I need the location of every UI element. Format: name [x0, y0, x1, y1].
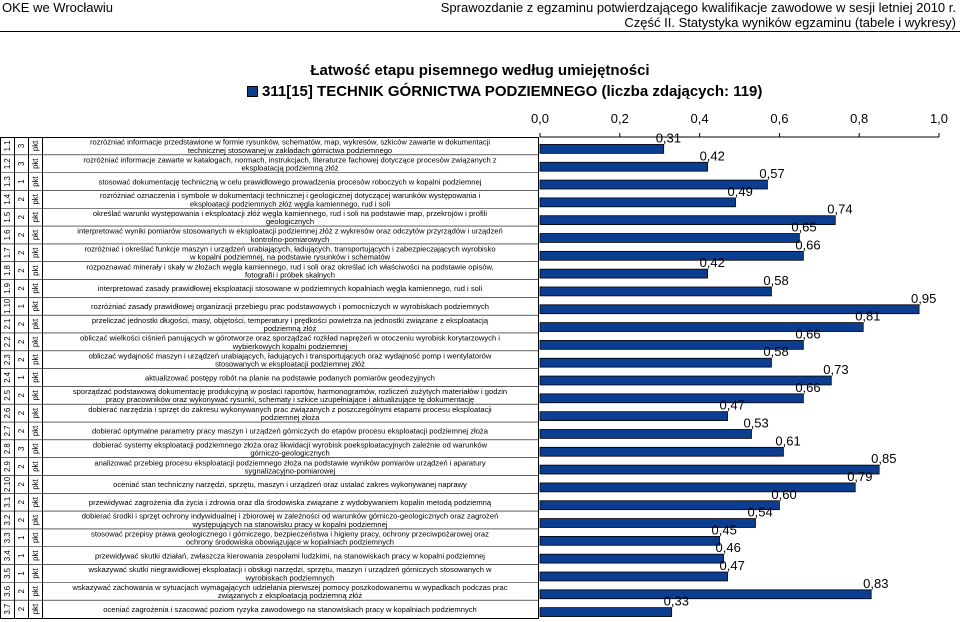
row-code: 1.3	[3, 176, 12, 187]
data-label: 0,66	[795, 379, 821, 395]
row-points: 1	[17, 535, 26, 541]
row-code: 2.7	[3, 425, 12, 437]
row-points: 1	[17, 304, 26, 309]
data-label: 0,49	[727, 183, 753, 199]
data-label: 0,79	[847, 468, 873, 484]
data-label: 0,95	[911, 290, 937, 306]
row-description: fotografii i próbek skalnych	[245, 270, 335, 280]
row-description: przewidywać zagrożenia dla życia i zdrowia oraz dla środowiska związane z wydobywaniem kopalin metodą podziemną	[88, 498, 492, 508]
row-description: obliczać wydajność maszyn i urządzeń urabiających, ładujących i transportujących oraz wydajność pomp i wentylatorów	[88, 351, 492, 361]
bar	[540, 465, 879, 474]
row-description: rozróżniać informacje zawarte w katalogach, normach, instrukcjach, literaturze fachowej dotyczące procesów związanych z	[83, 155, 497, 165]
data-label: 0,65	[791, 219, 817, 235]
bar	[540, 429, 751, 438]
row-points: 2	[17, 606, 26, 612]
row-code: 2.6	[3, 407, 12, 419]
row-description: występujących na stanowisku pracy w kopalni podziemnej	[192, 519, 388, 529]
row-description: podziemną złóż	[263, 323, 317, 333]
row-unit: pkt	[31, 603, 40, 615]
row-code: 3.3	[3, 532, 12, 544]
row-code: 3.4	[3, 550, 12, 562]
row-points: 3	[17, 143, 26, 149]
bar	[540, 554, 724, 563]
row-description: pracy pracowników oraz wykonywać rysunki, schematy i szkice uzupełniające i aktualizujące tę dokumentację	[105, 395, 475, 405]
row-description: dobierać środki i sprzęt ochrony indywidualnej i zbiorowej w zależności od warunków górniczo-geologicznych oraz zagrożeń	[81, 511, 499, 521]
row-unit: pkt	[31, 158, 40, 169]
row-points: 2	[17, 464, 26, 469]
header-left-title: OKE we Wrocławiu	[2, 0, 114, 15]
bar	[540, 162, 708, 171]
row-points: 2	[17, 321, 26, 327]
row-points: 2	[17, 482, 26, 487]
row-description: dobierać optymalne parametry pracy maszyn i urządzeń górniczych do etapów procesu eksploatacji podziemnej złoża	[92, 426, 488, 436]
row-unit: pkt	[31, 318, 40, 330]
row-points: 2	[17, 428, 26, 434]
row-description: wskazywać skutki niegrawidłowej eksploatacji i obsługi narzędzi, sprzętu, maszyn i urządzeń górniczych stosowanych w	[88, 565, 492, 575]
data-label: 0,47	[719, 397, 745, 413]
row-code: 2.9	[3, 461, 12, 472]
row-points: 3	[17, 446, 26, 451]
row-description: podziemnej złoża	[260, 413, 320, 423]
row-points: 1	[17, 571, 26, 576]
row-description: interpretować wyniki pomiarów stosowanych w eksploatacji podziemnej złóż z wykresów oraz odczytów przyrządów i urządzeń	[77, 226, 503, 236]
header-report-title: Sprawozdanie z egzaminu potwierdzającego kwalifikacje zawodowe w sesji letniej 2010 r.	[440, 0, 956, 15]
bar	[540, 447, 783, 456]
data-label: 0,85	[871, 451, 897, 467]
row-unit: pkt	[31, 390, 40, 401]
bar	[540, 394, 803, 403]
row-unit: pkt	[31, 372, 40, 383]
row-description: dobierać narzędzia i sprzęt do zakresu wykonywanych prac związanych z poszczególnymi etapami procesu eksploatacji	[88, 404, 492, 414]
data-label: 0,42	[699, 255, 725, 271]
row-code: 2.2	[3, 336, 12, 348]
row-points: 2	[17, 500, 26, 505]
row-points: 1	[17, 375, 26, 380]
row-description: sygnalizacyjno-pomiarowej	[244, 466, 336, 476]
row-description: stosowanych w eksploatacji podziemnej złóż	[215, 359, 365, 369]
x-tick-label: 0,4	[690, 111, 709, 126]
bar	[540, 234, 799, 243]
row-description: obliczać wielkości ciśnień panujących w górotworze oraz sporządzać rozkład naprężeń w otoczeniu wyrobisk korytarzowych i	[80, 333, 500, 343]
row-code: 1.7	[3, 247, 12, 259]
data-label: 0,42	[699, 148, 725, 164]
data-label: 0,66	[795, 237, 821, 253]
data-label: 0,57	[759, 166, 785, 182]
x-tick-label: 0,0	[530, 111, 550, 126]
row-description: rozróżniać zasady prawidłowej organizacji przebiegu prac podstawowych i pomocniczych w wyrobiskach podziemnych	[90, 302, 490, 312]
row-description: górniczo-geologicznych	[250, 448, 330, 458]
row-description: rozróżniać oznaczenia i symbole w dokumentacji technicznej i geologicznej dotyczącej warunków występowania i	[99, 191, 481, 201]
row-description: dobierać systemy eksploatacji podziemnego złoża oraz likwidacji wyrobisk poeksploatacyjnych zależnie od warunków	[92, 440, 488, 450]
data-label: 0,81	[855, 308, 881, 324]
row-unit: pkt	[31, 140, 40, 152]
row-unit: pkt	[31, 336, 40, 348]
x-tick-label: 0,8	[850, 111, 869, 126]
row-code: 3.7	[3, 603, 12, 615]
row-points: 2	[17, 214, 26, 220]
row-description: technicznej stosowanej w zakładach górnictwa podziemnego	[187, 145, 393, 155]
row-points: 2	[17, 268, 26, 273]
row-code: 3.2	[3, 514, 12, 526]
row-description: wybierkowych kopalni podziemnej	[232, 341, 348, 351]
bar	[540, 590, 871, 599]
row-points: 2	[17, 410, 26, 416]
row-code: 3.6	[3, 585, 12, 597]
data-label: 0,61	[775, 433, 801, 449]
row-code: 1.6	[3, 229, 12, 241]
row-unit: pkt	[31, 461, 40, 472]
row-code: 1.5	[3, 211, 12, 223]
row-unit: pkt	[31, 425, 40, 437]
data-label: 0,45	[711, 522, 737, 538]
row-unit: pkt	[31, 247, 40, 258]
row-description: oceniać zagrożenia i szacować poziom ryzyka zawodowego na stanowiskach pracy w kopalniach podziemnych	[103, 604, 477, 614]
row-description: kontrolno-pomiarowych	[250, 234, 330, 244]
data-label: 0,31	[655, 130, 682, 146]
chart-title: Łatwość etapu pisemnego według umiejętności	[310, 62, 650, 79]
data-label: 0,54	[747, 504, 773, 520]
row-code: 1.4	[3, 193, 12, 205]
x-tick-label: 0,6	[770, 111, 789, 126]
row-description: ochrony środowiska obowiązujące w kopalniach podziemnych	[185, 537, 395, 547]
row-points: 2	[17, 232, 26, 238]
row-unit: pkt	[31, 568, 40, 579]
row-description: geologicznych	[265, 217, 315, 227]
row-description: w kopalni podziemnej, na podstawie rysunków i schematów	[189, 252, 391, 262]
row-code: 3.5	[3, 568, 12, 579]
bar	[540, 269, 708, 278]
row-description: rozpoznawać minerały i skały w złożach węgla kamiennego, rud i soli oraz określać ich właściwości na podstawie opisów,	[86, 262, 494, 272]
x-tick-label: 0,2	[610, 111, 629, 126]
row-description: przewidywać skutki działań, zwłaszcza kierowania zespołami ludzkimi, na stanowiskach pracy w kopalni podziemnej	[95, 551, 485, 561]
row-code: 2.8	[3, 443, 12, 455]
bar	[540, 572, 728, 581]
row-description: przeliczać jednostki długości, masy, objętości, temperatury i prędkości powietrza na jednostki związane z eksploatacją	[91, 315, 489, 325]
row-description: oceniać stan techniczny narzędzi, sprzętu, maszyn i urządzeń oraz ustalać zakres wykonywanej naprawy	[113, 480, 467, 490]
row-points: 3	[17, 161, 26, 166]
bar	[540, 198, 736, 207]
row-unit: pkt	[31, 301, 40, 312]
bar	[540, 501, 779, 510]
data-label: 0,60	[771, 486, 797, 502]
data-label: 0,58	[763, 344, 789, 360]
row-unit: pkt	[31, 586, 40, 597]
row-unit: pkt	[31, 354, 40, 365]
row-unit: pkt	[31, 283, 40, 294]
row-points: 2	[17, 286, 26, 291]
row-description: stosować dokumentację techniczną w celu prawidłowego prowadzenia procesów roboczych w kopalni podziemnej	[98, 177, 482, 187]
row-unit: pkt	[31, 176, 40, 187]
data-label: 0,74	[827, 201, 853, 217]
row-description: wyrobiskach podziemnych	[245, 573, 335, 583]
row-description: aktualizować postępy robót na planie na podstawie podanych pomiarów geodezyjnych	[144, 373, 436, 383]
row-code: 1.9	[3, 283, 12, 294]
row-code: 2.3	[3, 354, 12, 366]
row-description: rozróżniać informacje przedstawione w formie rysunków, schematów, map, wykresów, szkiców zawarte w dokumentacji	[89, 137, 491, 147]
row-unit: pkt	[31, 229, 40, 241]
row-points: 1	[17, 553, 26, 558]
bar	[540, 608, 672, 617]
data-label: 0,46	[715, 540, 741, 556]
x-tick-label: 1,0	[929, 111, 949, 126]
row-unit: pkt	[31, 443, 40, 454]
row-unit: pkt	[31, 479, 40, 490]
data-label: 0,73	[823, 362, 849, 378]
row-description: eksploatacji podziemnych złóż węgla kamiennego, rud i soli	[189, 199, 391, 209]
data-label: 0,53	[743, 415, 769, 431]
row-unit: pkt	[31, 550, 40, 561]
row-unit: pkt	[31, 407, 40, 419]
row-code: 2.4	[3, 372, 12, 383]
data-label: 0,33	[663, 593, 689, 609]
row-code: 1.1	[3, 140, 12, 152]
row-description: wskazywać zachowania w sytuacjach wymagających udzielania pierwszej pomocy poszkodowanemu w wypadkach podczas prac	[72, 582, 508, 592]
row-points: 2	[17, 250, 26, 255]
data-label: 0,58	[763, 272, 789, 288]
row-code: 1.2	[3, 158, 12, 170]
row-points: 2	[17, 197, 26, 202]
row-unit: pkt	[31, 514, 40, 526]
row-description: interpretować zasady prawidłowej eksploatacji stosowane w podziemnych kopalniach węgla kamiennego, rud i soli	[97, 284, 483, 294]
bar	[540, 358, 771, 367]
row-code: 2.5	[3, 389, 12, 401]
chart-subtitle: 311[15] TECHNIK GÓRNICTWA PODZIEMNEGO (liczba zdających: 119)	[262, 82, 763, 100]
bar	[540, 144, 664, 153]
row-description: stosować przepisy prawa geologicznego i górniczego, bezpieczeństwa i higieny pracy, ochrony przeciwpożarowej oraz	[91, 529, 489, 539]
row-points: 2	[17, 589, 26, 594]
row-description: eksploatacją podziemną złóż	[241, 163, 339, 173]
row-points: 2	[17, 357, 26, 362]
row-description: analizować przebieg procesu eksploatacji podziemnego złoża na podstawie wyników pomiarów urządzeń i aparatury	[94, 458, 486, 468]
row-description: sporządzać podstawową dokumentację produkcyjną w postaci raportów, harmonogramów, rozliczeń zużytych materiałów i godzin	[72, 387, 508, 397]
row-description: określać warunki występowania i eksploatacji złóż węgla kamiennego, rud i soli na podstawie map, przekrojów i profili	[92, 208, 488, 218]
row-code: 3.1	[3, 496, 12, 508]
row-description: rozróżniać i określać funkcje maszyn i urządzeń urabiających, ładujących, transportujących i zabezpieczających wyrobisko	[84, 244, 496, 254]
header-report-part: Część II. Statystyka wyników egzaminu (tabele i wykresy)	[624, 15, 956, 30]
row-unit: pkt	[31, 265, 40, 276]
row-code: 2.10	[3, 476, 12, 492]
bar	[540, 412, 728, 421]
row-points: 2	[17, 517, 26, 523]
row-points: 2	[17, 393, 26, 398]
row-code: 1.8	[3, 265, 12, 277]
row-code: 2.1	[3, 318, 12, 330]
row-unit: pkt	[31, 211, 40, 223]
row-code: 1.10	[3, 298, 12, 314]
bar	[540, 483, 855, 492]
data-label: 0,47	[719, 558, 745, 574]
row-unit: pkt	[31, 194, 40, 205]
row-description: związanych z eksploatacją podziemną złóż	[217, 591, 363, 601]
row-points: 1	[17, 179, 26, 184]
bar	[540, 287, 771, 296]
data-label: 0,66	[795, 326, 821, 342]
data-label: 0,83	[863, 575, 889, 591]
row-unit: pkt	[31, 497, 40, 508]
row-points: 2	[17, 339, 26, 345]
bar	[540, 536, 720, 545]
bar	[540, 251, 803, 260]
bar	[540, 376, 831, 385]
row-unit: pkt	[31, 532, 40, 544]
